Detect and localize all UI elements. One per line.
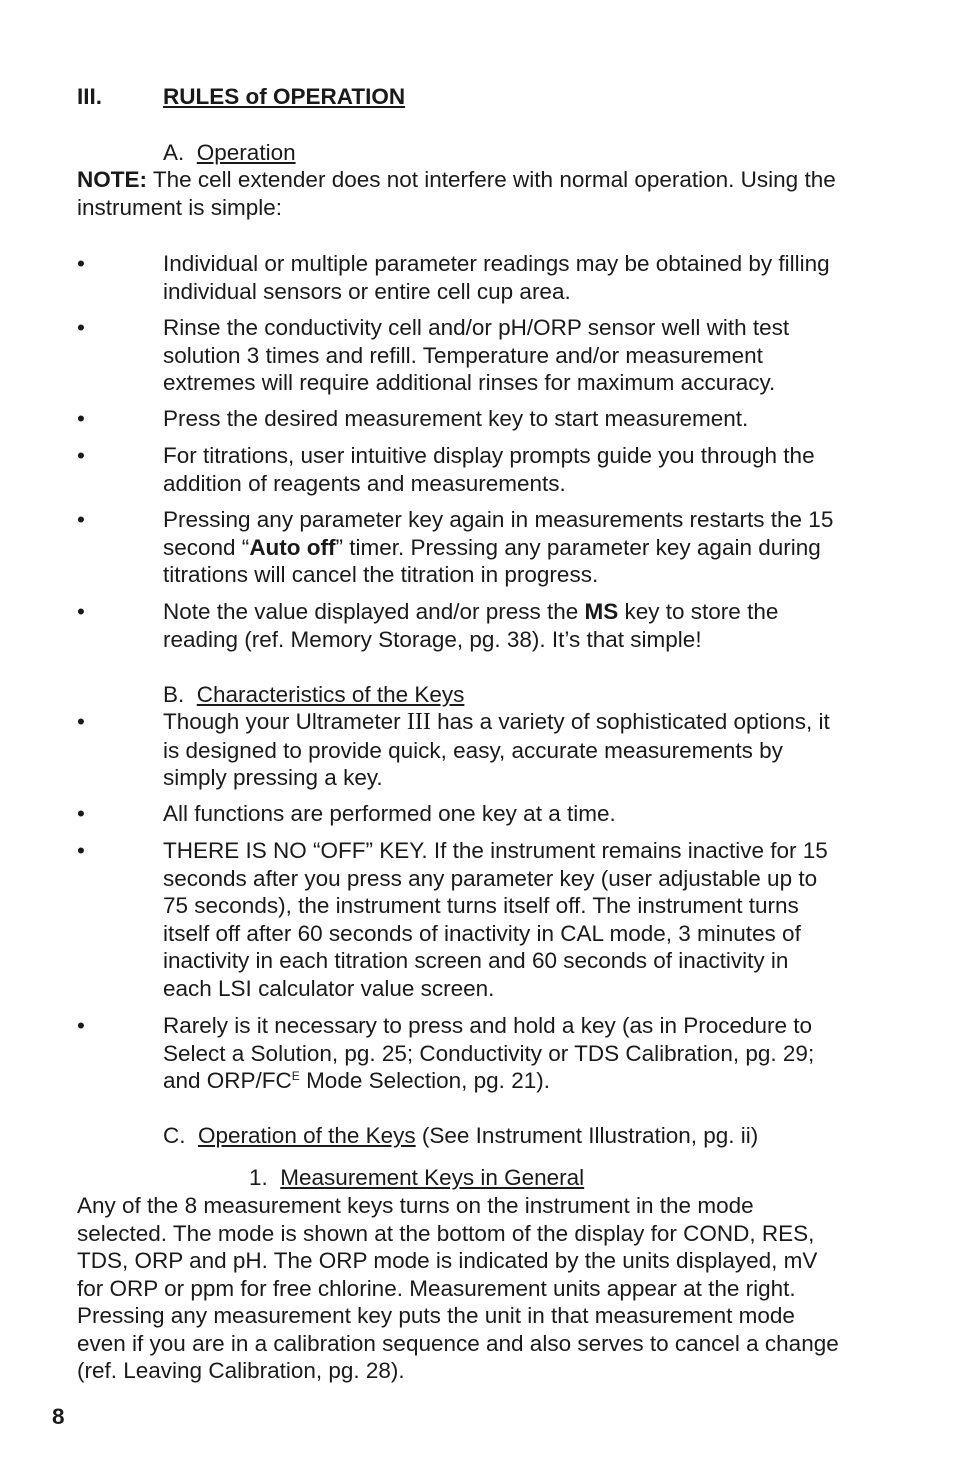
ms-key-term: MS (584, 599, 619, 624)
characteristics-bullet-1 (163, 708, 843, 792)
measurement-keys-paragraph: Any of the 8 measurement keys turns on the instrument in the mode selected. The mode is shown at the bottom of the display for COND, RES, TDS, ORP and pH. The ORP mode is indicated by the units displayed, mV for ORP or ppm for free chlorine. Measurement units appear at the right. Pressing any measurement key puts the unit in that measurement mode even if you are in a calibration sequence and also serves to cancel a change (ref. Leaving Calibration, pg. 28). (77, 1193, 839, 1383)
bullet-marker: • (77, 251, 85, 276)
superscript-e: E (291, 1069, 300, 1083)
subsection-b-title: Characteristics of the Keys (196, 682, 465, 707)
note-label: NOTE: (77, 167, 147, 192)
characteristics-bullet-3: THERE IS NO “OFF” KEY. If the instrument remains inactive for 15 seconds after you press any parameter key (user adjustable up to 75 seconds), the instrument turns itself off. The instrument turns itself off after 60 seconds of inactivity in CAL mode, 3 minutes of inactivity in each titration screen and 60 seconds of inactivity in each LSI calculator value screen. (163, 838, 828, 1001)
char-bullet-4-end: Mode Selection, pg. 21). (299, 1068, 550, 1093)
note-text: The cell extender does not interfere with normal operation. Using the instrument is simple: (77, 167, 836, 220)
bullet-marker: • (77, 443, 85, 468)
operation-bullet-1: Individual or multiple parameter readings may be obtained by filling individual sensors or entire cell cup area. (163, 251, 830, 304)
char-bullet-1-end: has a variety of sophisticated options, it is designed to provide quick, easy, accurate measurements by simply pressing a key. (163, 709, 830, 790)
operation-bullet-3: Press the desired measurement key to start measurement. (163, 406, 749, 431)
bullet-marker: • (77, 838, 85, 863)
roman-numeral: III (406, 709, 431, 735)
page-number: 8 (52, 1404, 65, 1429)
subsection-c-suffix: (See Instrument Illustration, pg. ii) (415, 1123, 759, 1148)
bullet-marker: • (77, 315, 85, 340)
section-title: RULES of OPERATION (163, 84, 406, 109)
operation-bullet-2: Rinse the conductivity cell and/or pH/ORP sensor well with test solution 3 times and refill. Temperature and/or measurement extremes will require additional rinses for maximum accuracy. (163, 315, 790, 395)
bullet-marker: • (77, 709, 85, 734)
auto-off-term: Auto off (249, 534, 336, 560)
subsection-a-heading (163, 139, 296, 167)
bullet-marker: • (77, 406, 85, 431)
subsection-c-heading (163, 1122, 863, 1150)
bullet-marker: • (77, 1013, 85, 1038)
sub-heading-1 (249, 1164, 584, 1192)
operation-bullet-6 (163, 598, 843, 653)
section-number: III. (77, 84, 103, 109)
sub-heading-number: 1. (249, 1165, 268, 1190)
subsection-b-heading (163, 681, 464, 709)
note-paragraph (77, 166, 847, 221)
bullet-6-text-end: key to store the reading (ref. Memory Storage, pg. 38). It’s that simple! (163, 599, 779, 652)
characteristics-bullet-4 (163, 1012, 843, 1095)
subsection-c-letter: C. (163, 1123, 186, 1148)
bullet-6-text-start: Note the value displayed and/or press the (163, 599, 585, 624)
bullet-marker: • (77, 801, 85, 826)
char-bullet-4-start: Rarely is it necessary to press and hold a key (as in Procedure to Select a Solution, pg. 25; Conductivity or TDS Calibration, pg. 29; and ORP/FC (163, 1013, 815, 1093)
sub-heading-title: Measurement Keys in General (280, 1165, 585, 1190)
operation-bullet-4: For titrations, user intuitive display prompts guide you through the addition of reagents and measurements. (163, 443, 815, 496)
subsection-a-title: Operation (196, 140, 296, 165)
bullet-marker: • (77, 599, 85, 624)
subsection-b-letter: B. (163, 682, 185, 707)
bullet-5-text-start: Pressing any parameter key again in measurements restarts the 15 second “ (163, 507, 834, 560)
operation-bullet-5 (163, 506, 843, 589)
characteristics-bullet-2: All functions are performed one key at a time. (163, 801, 616, 826)
subsection-a-letter: A. (163, 140, 185, 165)
subsection-c-title: Operation of the Keys (198, 1123, 416, 1148)
char-bullet-1-start: Though your Ultrameter (163, 709, 407, 734)
bullet-5-text-end: ” timer. Pressing any parameter key again during titrations will cancel the titration in progress. (163, 534, 821, 587)
bullet-marker: • (77, 507, 85, 532)
